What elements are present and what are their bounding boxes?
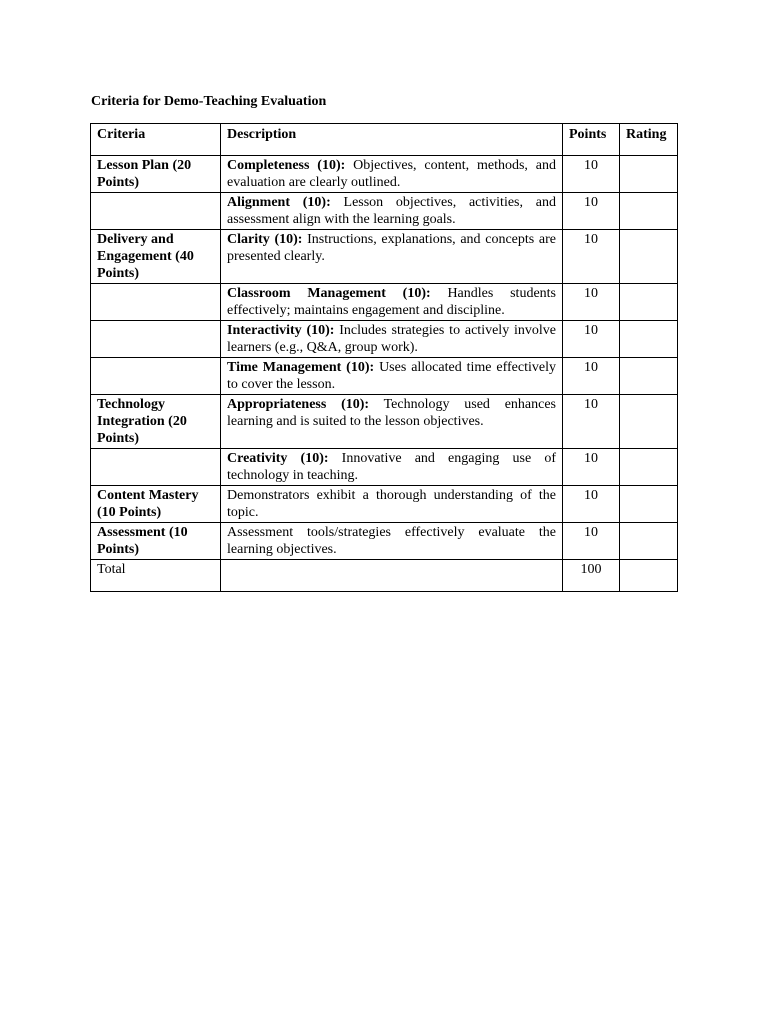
points-cell: 10 (563, 230, 620, 284)
header-criteria: Criteria (91, 124, 221, 156)
rating-cell[interactable] (620, 230, 678, 284)
description-title: Interactivity (10): (227, 323, 335, 338)
points-cell: 10 (563, 284, 620, 321)
criteria-cell: Assessment (10 Points) (91, 523, 221, 560)
table-row (91, 523, 678, 560)
criteria-cell: Content Mastery (10 Points) (91, 486, 221, 523)
description-title: Time Management (10): (227, 360, 375, 375)
criteria-cell (91, 321, 221, 358)
description-text: Technology used enhances learning and is suited to the lesson objectives. (227, 397, 557, 429)
description-text: Instructions, explanations, and concepts are presented clearly. (227, 232, 556, 264)
points-cell: 10 (563, 193, 620, 230)
criteria-cell (91, 358, 221, 395)
description-cell (221, 321, 563, 358)
points-cell: 10 (563, 358, 620, 395)
description-text: Assessment tools/strategies effectively evaluate the learning objectives. (227, 525, 556, 557)
table-row (91, 395, 678, 449)
header-points: Points (563, 124, 620, 156)
rating-cell[interactable] (620, 321, 678, 358)
table-row (91, 156, 678, 193)
page-title: Criteria for Demo-Teaching Evaluation (91, 94, 327, 109)
criteria-cell (91, 284, 221, 321)
description-cell (221, 486, 563, 523)
description-text: Innovative and engaging use of technology in teaching. (227, 451, 556, 483)
description-cell (221, 358, 563, 395)
table-row (91, 358, 678, 395)
table-row (91, 321, 678, 358)
rating-cell[interactable] (620, 395, 678, 449)
description-text: Includes strategies to actively involve learners (e.g., Q&A, group work). (227, 323, 556, 355)
rating-cell[interactable] (620, 523, 678, 560)
points-cell: 10 (563, 395, 620, 449)
rating-cell[interactable] (620, 156, 678, 193)
total-points: 100 (563, 560, 620, 592)
description-text: Uses allocated time effectively to cover the lesson. (227, 360, 556, 392)
rating-cell[interactable] (620, 449, 678, 486)
points-cell: 10 (563, 449, 620, 486)
description-text: Objectives, content, methods, and evaluation are clearly outlined. (227, 158, 557, 190)
points-cell: 10 (563, 523, 620, 560)
table-row (91, 230, 678, 284)
header-rating: Rating (620, 124, 678, 156)
description-title: Classroom Management (10): (227, 286, 431, 301)
table-row (91, 449, 678, 486)
table-row (91, 486, 678, 523)
description-cell (221, 230, 563, 284)
criteria-cell (91, 449, 221, 486)
description-cell (221, 449, 563, 486)
description-title: Creativity (10): (227, 451, 329, 466)
points-cell: 10 (563, 486, 620, 523)
description-cell (221, 193, 563, 230)
description-text: Handles students effectively; maintains engagement and discipline. (227, 286, 556, 318)
total-rating-cell[interactable] (620, 560, 678, 592)
criteria-cell: Technology Integration (20 Points) (91, 395, 221, 449)
criteria-cell: Lesson Plan (20 Points) (91, 156, 221, 193)
description-text: Lesson objectives, activities, and assessment align with the learning goals. (227, 195, 556, 227)
description-cell (221, 523, 563, 560)
rating-cell[interactable] (620, 193, 678, 230)
description-text: Demonstrators exhibit a thorough understanding of the topic. (227, 488, 556, 520)
description-title: Alignment (10): (227, 195, 331, 210)
points-cell: 10 (563, 156, 620, 193)
table-row (91, 284, 678, 321)
table-header-row (91, 124, 678, 156)
description-title: Completeness (10): (227, 158, 346, 173)
header-description: Description (221, 124, 563, 156)
rating-cell[interactable] (620, 358, 678, 395)
evaluation-table (90, 123, 678, 592)
total-row (91, 560, 678, 592)
points-cell: 10 (563, 321, 620, 358)
description-cell (221, 156, 563, 193)
description-cell (221, 395, 563, 449)
table-row (91, 193, 678, 230)
description-title: Clarity (10): (227, 232, 303, 247)
total-description-cell (221, 560, 563, 592)
description-title: Appropriateness (10): (227, 397, 370, 412)
description-cell (221, 284, 563, 321)
criteria-cell: Delivery and Engagement (40 Points) (91, 230, 221, 284)
rating-cell[interactable] (620, 486, 678, 523)
total-label: Total (91, 560, 221, 592)
criteria-cell (91, 193, 221, 230)
rating-cell[interactable] (620, 284, 678, 321)
